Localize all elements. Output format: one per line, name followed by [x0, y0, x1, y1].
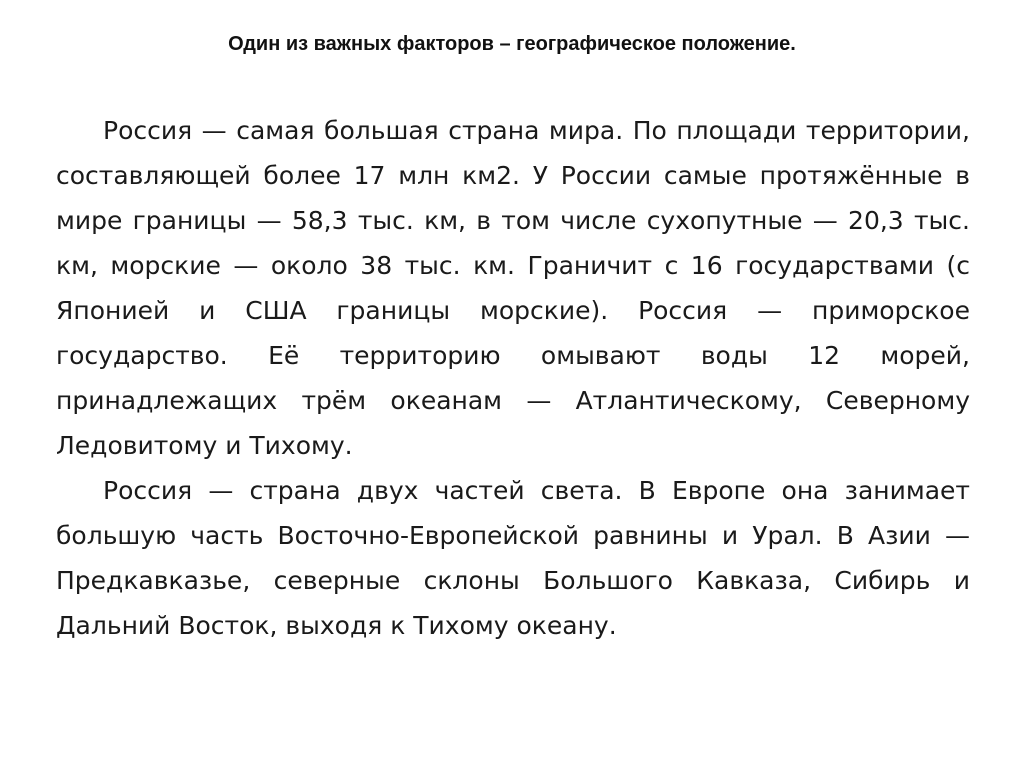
body-text [56, 108, 970, 648]
slide-title: Один из важных факторов – географическое положение. [228, 33, 796, 55]
paragraph-two-continents: Россия — страна двух частей света. В Европе она занимает большую часть Восточно-Европейской равнины и Урал. В Азии — Предкавказье, северные склоны Большого Кавказа, Сибирь и Дальний Восток, выходя к Тихому океану. [56, 476, 970, 640]
paragraph-size-borders: Россия — самая большая страна мира. По площади территории, составляющей более 17 млн км2. У России самые протяжённые в мире границы — 58,3 тыс. км, в том числе сухопутные — 20,3 тыс. км, морские — около 38 тыс. км. Граничит с 16 государствами (с Японией и США границы морские). Россия — приморское государство. Её территорию омывают воды 12 морей, принадлежащих трём океанам — Атлантическому, Северному Ледовитому и Тихому. [56, 116, 970, 460]
